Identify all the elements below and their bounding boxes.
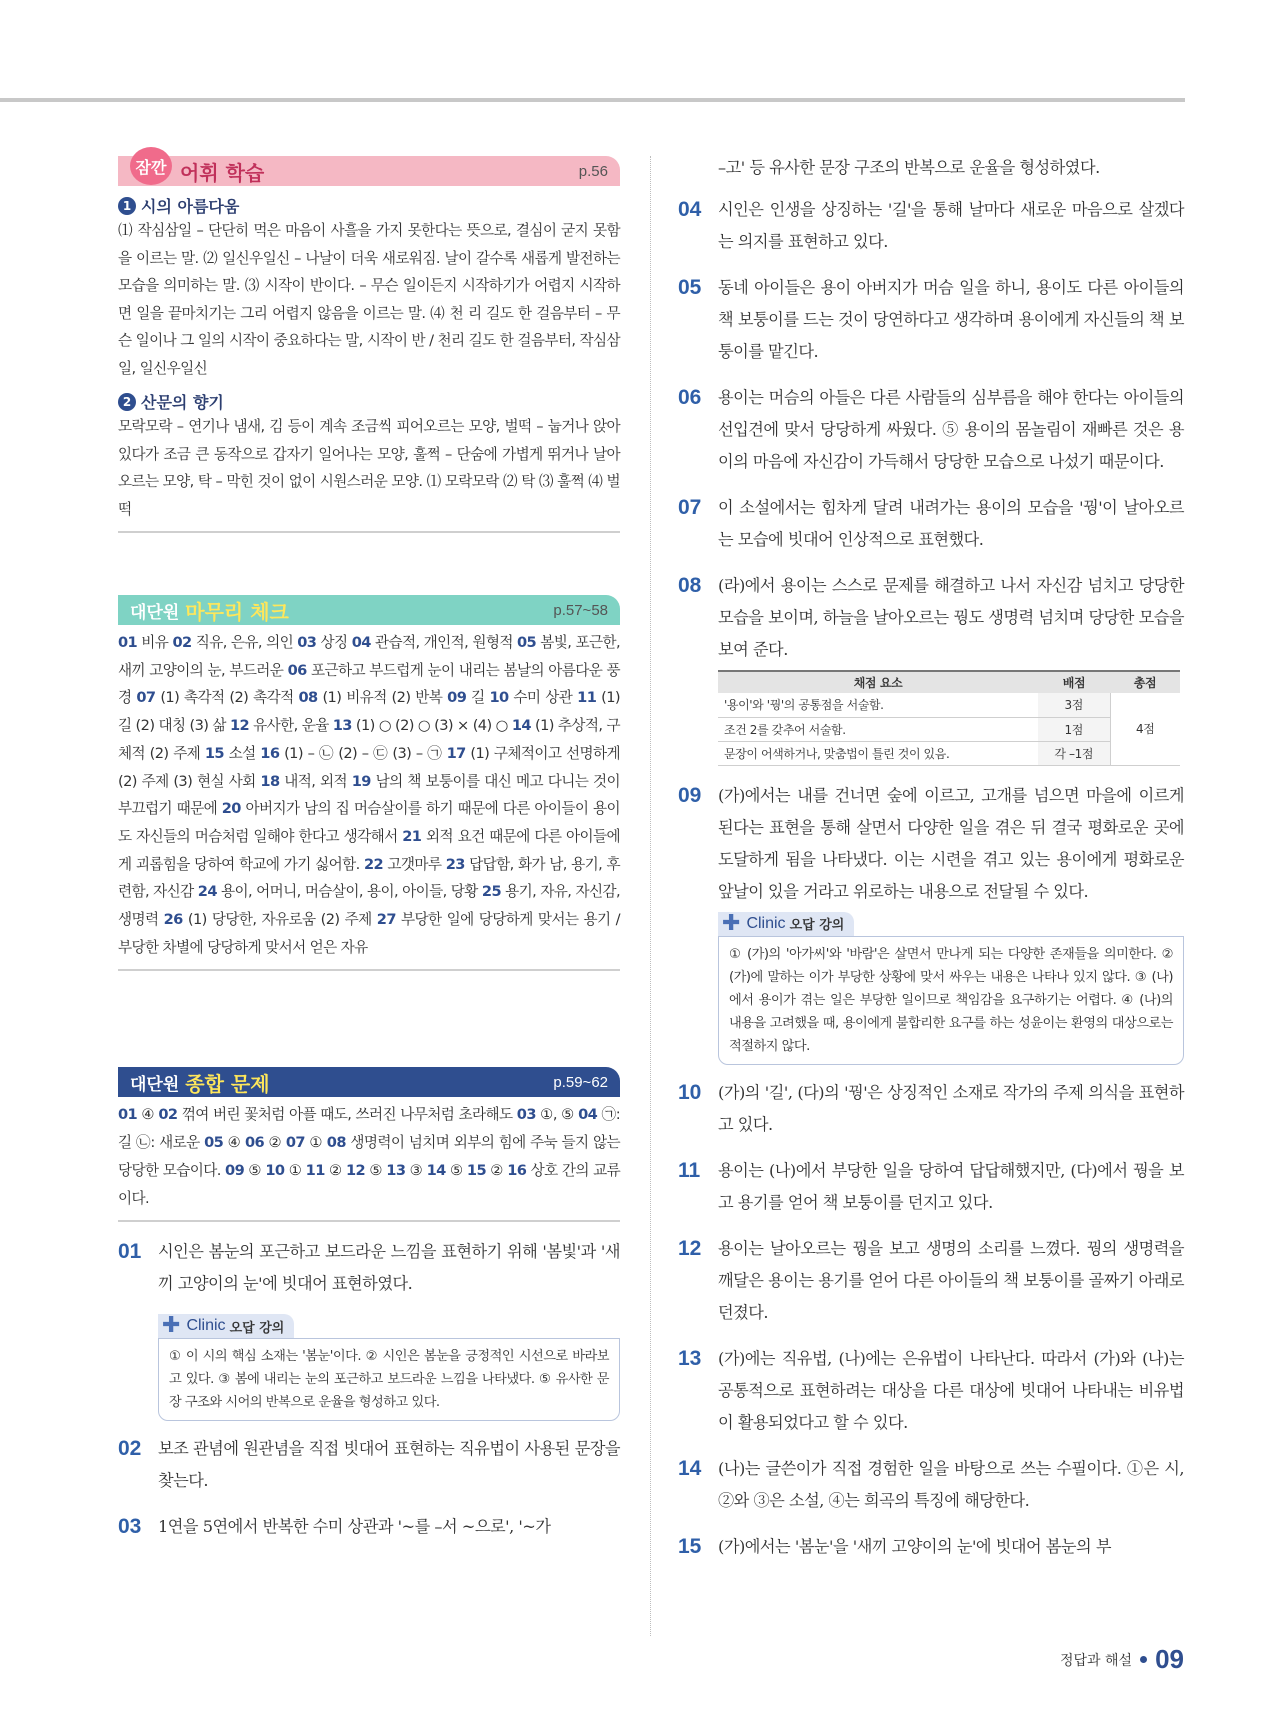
- answer-number: 11: [305, 1161, 325, 1179]
- answer-number: 25: [481, 883, 502, 901]
- answer-text: (1) 비유적 (2) 반복: [317, 689, 448, 707]
- item-number: 10: [678, 1080, 702, 1104]
- answer-text: ⑤: [244, 1161, 266, 1179]
- item-15: [678, 1531, 1184, 1563]
- check-section-page: p.57~58: [553, 601, 608, 619]
- clinic-box-09: [718, 912, 1184, 1065]
- footer-dot: [1140, 1656, 1147, 1663]
- answer-text: 직유, 은유, 의인: [191, 634, 298, 651]
- page-number: 09: [1155, 1644, 1184, 1674]
- answer-number: 06: [287, 661, 307, 679]
- answer-text: 봄빛, 포근한, 새끼 고양이의 눈, 부드러운: [118, 634, 620, 679]
- item-number: 13: [678, 1346, 702, 1370]
- item-text: (가)에는 직유법, (나)에는 은유법이 나타난다. 따라서 (가)와 (나)는 공통적으로 표현하려는 대상을 다른 대상에 빗대어 나타내는 비유법이 활용되었다고 할 수 있다.: [718, 1348, 1184, 1432]
- total-section-page: p.59~62: [553, 1073, 608, 1091]
- clinic-sub-label: 오답 강의: [789, 918, 845, 933]
- item-text: (가)에서는 내를 건너면 숲에 이르고, 고개를 넘으면 마을에 이르게 된다는 표현을 통해 살면서 다양한 일을 겪은 뒤 결국 평화로운 곳에 도달하게 됨을 나타냈다. 이는 시련을 겪고 있는 용이에게 평화로운 앞날이 있을 거라고 위로하는 내용으로 전달될 수 있다.: [718, 785, 1184, 901]
- answer-number: 05: [204, 1134, 224, 1152]
- answer-number: 26: [163, 911, 183, 929]
- answer-text: (1) 길 (2) 대칭 (3) 삶: [118, 689, 620, 735]
- answer-text: ①, ⑤: [535, 1106, 579, 1124]
- item-number: 06: [678, 386, 702, 409]
- item-13: [678, 1343, 1184, 1439]
- answer-text: ④: [223, 1134, 245, 1152]
- answer-number: 19: [351, 772, 371, 790]
- sub2-number: 2: [118, 393, 136, 411]
- vocab-sub2-text: 모락모락 – 연기나 냄새, 김 등이 계속 조금씩 피어오르는 모양, 벌떡 – 눕거나 앉아 있다가 조금 큰 동작으로 갑자기 일어나는 모양, 훌쩍 – 단숨에 가볍게 뛰거나 날아오르는 모양, 탁 – 막힌 것이 없이 시원스러운 모양. ⑴ 모락모락 ⑵ 탁 ⑶ 훌쩍 ⑷ 벌떡: [118, 418, 620, 518]
- clinic-sub-label: 오답 강의: [229, 1320, 285, 1336]
- answer-text: 답답함, 화가 남, 용기, 후련함, 자신감: [118, 855, 620, 901]
- item-07: [678, 492, 1184, 556]
- scoring-header-criteria: 채점 요소: [718, 671, 1038, 693]
- item-text: 이 소설에서는 힘차게 달려 내려가는 용이의 모습을 '꿩'이 날아오르는 모습에 빗대어 인상적으로 표현했다.: [718, 498, 1184, 549]
- answer-text: 외적 요건 때문에 다른 아이들에게 괴롭힘을 당하여 학교에 가기 싫어함.: [118, 827, 620, 873]
- item-number: 09: [678, 783, 702, 807]
- answer-text: ②: [324, 1161, 346, 1179]
- vocab-section-header: [118, 156, 620, 186]
- answer-number: 13: [386, 1161, 406, 1179]
- item-06: [678, 382, 1184, 478]
- answer-number: 15: [466, 1161, 487, 1179]
- scoring-header-total: 총점: [1110, 671, 1180, 693]
- item-text: (가)에서는 '봄눈'을 '새끼 고양이의 눈'에 빗대어 봄눈의 부: [718, 1536, 1111, 1556]
- item-text: (라)에서 용이는 스스로 문제를 해결하고 나서 자신감 넘치고 당당한 모습을 보이며, 하늘을 날아오르는 꿩도 생명력 넘치며 당당한 모습을 보여 준다.: [718, 576, 1184, 659]
- answer-number: 05: [517, 634, 537, 651]
- item-08: [678, 570, 1184, 666]
- clinic-box-01: [158, 1314, 620, 1421]
- answer-text: 생명력이 넘치며 외부의 힘에 주눅 들지 않는 당당한 모습이다.: [118, 1134, 620, 1179]
- item-number: 01: [118, 1240, 142, 1264]
- item-text: 보조 관념에 원관념을 직접 빗대어 표현하는 직유법이 사용된 문장을 찾는다.: [158, 1439, 620, 1491]
- plus-icon: ✚: [722, 910, 741, 936]
- jamkkan-badge: 잠깐: [130, 147, 172, 185]
- sub2-label: 산문의 향기: [141, 393, 224, 412]
- answer-text: 상징: [316, 634, 352, 651]
- total-bottom-rule: [118, 1220, 620, 1222]
- vocab-section-page: p.56: [578, 162, 608, 180]
- page-footer: [1060, 1644, 1184, 1675]
- item-text: (가)의 '길', (다)의 '꿩'은 상징적인 소재로 작가의 주제 의식을 표현하고 있다.: [718, 1082, 1184, 1134]
- answer-text: 상호 간의 교류이다.: [118, 1161, 621, 1207]
- item-number: 07: [678, 496, 702, 519]
- plus-icon: ✚: [162, 1313, 181, 1339]
- answer-text: 꺾여 버린 꽃처럼 아플 때도, 쓰러진 나무처럼 초라해도: [177, 1106, 517, 1124]
- answer-number: 02: [158, 1106, 178, 1124]
- answer-text: ①: [284, 1161, 306, 1179]
- scoring-header-points: 배점: [1038, 671, 1110, 693]
- answer-number: 03: [297, 634, 317, 651]
- answer-number: 13: [332, 717, 352, 735]
- scoring-points: 각 –1점: [1038, 741, 1110, 765]
- answer-number: 23: [445, 855, 465, 873]
- answer-text: 비유: [137, 634, 173, 651]
- answer-number: 14: [426, 1161, 446, 1179]
- top-rule: [0, 98, 1185, 102]
- answer-text: (1) 촉각적 (2) 촉각적: [155, 689, 299, 707]
- sub1-number: 1: [118, 197, 136, 215]
- answer-number: 04: [351, 634, 371, 651]
- answer-number: 16: [260, 744, 280, 762]
- item-number: 15: [678, 1534, 702, 1558]
- item-number: 05: [678, 276, 702, 299]
- total-section-title-lead: 대단원: [130, 1074, 180, 1095]
- answer-text: 부당한 일에 당당하게 맞서는 용기 / 부당한 차별에 당당하게 맞서서 얻은 자유: [118, 911, 620, 956]
- answer-text: ⑤: [445, 1161, 467, 1179]
- item-01: [118, 1236, 620, 1300]
- check-bottom-rule: [118, 969, 620, 971]
- answer-number: 12: [229, 717, 250, 735]
- item-03: [118, 1511, 620, 1543]
- scoring-total: 4점: [1110, 693, 1180, 765]
- item-number: 02: [118, 1437, 142, 1461]
- answer-number: 11: [577, 689, 597, 707]
- answer-text: ㉠: 길 ㉡: 새로운: [118, 1106, 621, 1152]
- scoring-criteria: 조건 2를 갖추어 서술함.: [718, 717, 1038, 741]
- scoring-criteria: '용이'와 '꿩'의 공통점을 서술함.: [718, 693, 1038, 717]
- answer-text: 소설: [223, 744, 261, 762]
- scoring-points: 1점: [1038, 717, 1110, 741]
- answer-number: 18: [260, 772, 280, 790]
- check-section-title-lead: 대단원: [130, 602, 180, 623]
- clinic-text: ① 이 시의 핵심 소재는 '봄눈'이다. ② 시인은 봄눈을 긍정적인 시선으로 바라보고 있다. ③ 봄에 내리는 눈의 포근하고 보드라운 느낌을 나타냈다. ⑤ 유사한 문장 구조와 시어의 반복으로 운율을 형성하고 있다.: [158, 1338, 620, 1421]
- left-column: [118, 156, 620, 1557]
- answer-text: 유사한, 운율: [249, 717, 333, 735]
- answer-number: 10: [265, 1161, 285, 1179]
- answer-text: 용기, 자유, 자신감, 생명력: [118, 883, 621, 929]
- item-number: 03: [118, 1515, 142, 1539]
- total-section-title-accent: 종합 문제: [185, 1071, 270, 1096]
- sub1-label: 시의 아름다움: [141, 197, 240, 216]
- answer-number: 14: [511, 717, 531, 735]
- answer-number: 04: [578, 1106, 598, 1124]
- check-section-header: [118, 595, 620, 625]
- answer-text: (1) 당당한, 자유로움 (2) 주제: [182, 911, 377, 929]
- answer-text: ⑤: [365, 1161, 387, 1179]
- answer-text: (1) ○ (2) ○ (3) × (4) ○: [351, 717, 512, 735]
- item-09: [678, 780, 1184, 908]
- answer-number: 16: [507, 1161, 527, 1179]
- answer-text: 고갯마루: [383, 855, 446, 873]
- answer-text: ②: [264, 1134, 286, 1152]
- answer-number: 10: [489, 689, 509, 707]
- answer-number: 01: [118, 634, 138, 651]
- answer-number: 01: [118, 1106, 138, 1124]
- clinic-label: Clinic: [746, 914, 786, 932]
- total-answers: [118, 1101, 620, 1212]
- answer-number: 22: [363, 855, 384, 873]
- answer-number: 02: [172, 634, 192, 651]
- answer-text: ②: [486, 1161, 508, 1179]
- answer-number: 09: [447, 689, 467, 707]
- answer-text: ④: [137, 1106, 159, 1124]
- column-divider: [650, 156, 651, 1636]
- vocab-bottom-rule: [118, 531, 620, 533]
- footer-label: 정답과 해설: [1060, 1652, 1133, 1669]
- answer-text: 포근하고 부드럽게 눈이 내리는 봄날의 아름다운 풍경: [118, 661, 620, 707]
- scoring-points: 3점: [1038, 693, 1110, 717]
- answer-text: 관습적, 개인적, 원형적: [370, 634, 517, 651]
- answer-number: 08: [326, 1134, 346, 1152]
- item-number: 11: [678, 1158, 701, 1182]
- answer-number: 12: [345, 1161, 366, 1179]
- clinic-text: ① (가)의 '아가씨'와 '바람'은 살면서 만나게 되는 다양한 존재들을 의미한다. ② (가)에 말하는 이가 부당한 상황에 맞서 싸우는 내용은 나타나 있지 않다. ③ (나)에서 용이가 겪는 일은 부당한 일이므로 책임감을 요구하기는 어렵다. ④ (나)의 내용을 고려했을 때, 용이에게 불합리한 요구를 하는 성윤이는 환영의 대상으로는 적절하지 않다.: [718, 936, 1184, 1065]
- check-section-title-accent: 마무리 체크: [185, 599, 289, 624]
- clinic-tag: [718, 912, 854, 936]
- item-number: 14: [678, 1456, 702, 1480]
- item-text: 용이는 (나)에서 부당한 일을 당하여 답답해했지만, (다)에서 꿩을 보고 용기를 얻어 책 보퉁이를 던지고 있다.: [718, 1160, 1184, 1212]
- answer-number: 17: [446, 744, 466, 762]
- vocab-section-title: 어휘 학습: [180, 160, 265, 185]
- answer-text: (1) – ㉡ (2) – ㉢ (3) – ㉠: [279, 744, 447, 762]
- item-11: [678, 1155, 1184, 1219]
- answer-number: 07: [136, 689, 156, 707]
- scoring-table: [718, 670, 1180, 766]
- answer-text: (1) 추상적, 구체적 (2) 주제: [118, 717, 620, 762]
- answer-number: 06: [244, 1134, 265, 1152]
- item-number: 04: [678, 198, 702, 221]
- item-12: [678, 1233, 1184, 1329]
- clinic-tag: [158, 1314, 294, 1338]
- item-10: [678, 1077, 1184, 1141]
- item-text: 용이는 날아오르는 꿩을 보고 생명의 소리를 느꼈다. 꿩의 생명력을 깨달은 용이는 용기를 얻어 다른 아이들의 책 보퉁이를 골짜기 아래로 던졌다.: [718, 1238, 1184, 1322]
- item-14: [678, 1453, 1184, 1517]
- item-text: 시인은 인생을 상징하는 '길'을 통해 날마다 새로운 마음으로 살겠다는 의지를 표현하고 있다.: [718, 200, 1184, 251]
- answer-number: 20: [221, 800, 241, 818]
- answer-number: 08: [298, 689, 318, 707]
- answer-text: ③: [405, 1161, 427, 1179]
- right-column: [678, 152, 1184, 1577]
- answer-text: 용이, 어머니, 머슴살이, 용이, 아이들, 당황: [216, 883, 482, 901]
- item-03-continued: –고' 등 유사한 문장 구조의 반복으로 운율을 형성하였다.: [718, 158, 1100, 177]
- answer-text: ①: [304, 1134, 327, 1152]
- item-number: 08: [678, 574, 702, 597]
- vocab-sub1-heading: [118, 194, 620, 217]
- answer-number: 24: [197, 883, 217, 901]
- answer-text: 남의 책 보퉁이를 대신 메고 다니는 것이 부끄럽기 때문에: [118, 772, 620, 818]
- item-text: 용이는 머슴의 아들은 다른 사람들의 심부름을 해야 한다는 아이들의 선입견에 맞서 당당하게 싸웠다. ⑤ 용이의 몸놀림이 재빠른 것은 용이의 마음에 자신감이 가득해서 당당한 모습으로 나섰기 때문이다.: [718, 388, 1184, 471]
- answer-text: 수미 상관: [508, 689, 578, 707]
- answer-number: 07: [285, 1134, 305, 1152]
- answer-number: 03: [516, 1106, 536, 1124]
- answer-number: 27: [376, 911, 396, 929]
- item-text: 1연을 5연에서 반복한 수미 상관과 '~를 –서 ~으로', '~가: [158, 1517, 551, 1537]
- item-text: 시인은 봄눈의 포근하고 보드라운 느낌을 표현하기 위해 '봄빛'과 '새끼 고양이의 눈'에 빗대어 표현하였다.: [158, 1242, 620, 1294]
- item-number: 12: [678, 1236, 702, 1260]
- scoring-criteria: 문장이 어색하거나, 맞춤법이 틀린 것이 있음.: [718, 741, 1038, 765]
- answer-number: 15: [204, 744, 224, 762]
- answer-text: 길: [466, 689, 490, 707]
- total-section-header: [118, 1067, 620, 1097]
- item-04: [678, 194, 1184, 258]
- vocab-sub2-heading: [118, 390, 620, 413]
- clinic-label: Clinic: [186, 1317, 226, 1335]
- answer-number: 09: [225, 1161, 245, 1179]
- answer-text: (1) 구체적이고 선명하게 (2) 주제 (3) 현실 사회: [118, 744, 621, 790]
- scoring-table-header: [718, 671, 1180, 693]
- item-text: (나)는 글쓴이가 직접 경험한 일을 바탕으로 쓰는 수필이다. ①은 시, ②와 ③은 소설, ④는 희곡의 특징에 해당한다.: [718, 1458, 1184, 1510]
- item-02: [118, 1433, 620, 1497]
- answer-text: 내적, 외적: [279, 772, 352, 790]
- scoring-row: [718, 693, 1180, 717]
- vocab-sub1-text: ⑴ 작심삼일 – 단단히 먹은 마음이 사흘을 가지 못한다는 뜻으로, 결심이 굳지 못함을 이르는 말. ⑵ 일신우일신 – 나날이 더욱 새로워짐. 날이 갈수록 새롭게 발전하는 모습을 의미하는 말. ⑶ 시작이 반이다. – 무슨 일이든지 시작하기가 어렵지 시작하면 일을 끝마치기는 그리 어렵지 않음을 이르는 말. ⑷ 천 리 길도 한 걸음부터 – 무슨 일이나 그 일의 시작이 중요하다는 말, 시작이 반 / 천리 길도 한 걸음부터, 작심삼일, 일신우일신: [118, 222, 620, 377]
- item-05: [678, 272, 1184, 368]
- answer-number: 21: [402, 827, 422, 845]
- check-answers: [118, 629, 620, 961]
- answer-text: 아버지가 남의 집 머슴살이를 하기 때문에 다른 아이들이 용이도 자신들의 머슴처럼 일해야 한다고 생각해서: [118, 800, 620, 845]
- item-text: 동네 아이들은 용이 아버지가 머슴 일을 하니, 용이도 다른 아이들의 책 보퉁이를 드는 것이 당연하다고 생각하며 용이에게 자신들의 책 보퉁이를 맡긴다.: [718, 278, 1184, 361]
